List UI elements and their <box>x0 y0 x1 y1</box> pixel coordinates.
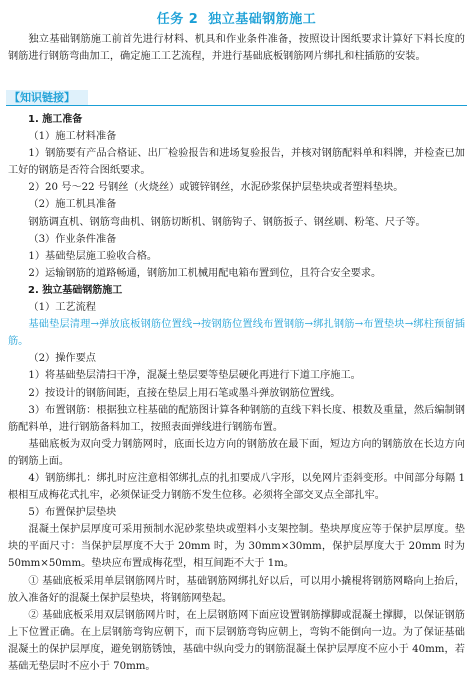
body-line: 1. 施工准备 <box>28 114 83 125</box>
knowledge-link-header <box>6 90 166 106</box>
body-line: （1）工艺流程 <box>28 302 96 314</box>
body-line: 1）钢筋要有产品合格证、出厂检验报告和进场复验报告，并核对钢筋配料单和料牌，并检查已加工好的钢筋是否符合图纸要求。 <box>8 148 465 177</box>
body-line: （2）操作要点 <box>28 353 96 365</box>
body-line: 基础底板为双向受力钢筋网时，底面长边方向的钢筋放在最下面，短边方向的钢筋放在长边方向的钢筋上面。 <box>8 438 465 467</box>
body-line: （2）施工机具准备 <box>28 199 117 211</box>
body-line: 5）布置保护层垫块 <box>28 507 117 519</box>
knowledge-link-label: 【知识链接】 <box>9 91 75 104</box>
section-rule <box>6 105 467 106</box>
intro-paragraph: 独立基础钢筋施工前首先进行材料、机具和作业条件准备，按照设计图纸要求计算好下料长度的钢筋进行钢筋弯曲加工，确定施工工艺流程，并进行基础底板钢筋网片绑扎和柱插筋的安装。 <box>8 34 465 62</box>
body-line: ① 基础底板采用单层钢筋网片时，基础钢筋网绑扎好以后，可以用小撬棍将钢筋网略向上抬后，放入准备好的混凝土保护层垫块，将钢筋网垫起。 <box>8 575 465 604</box>
body-line: （3）作业条件准备 <box>28 233 117 245</box>
task-number: 任务 2 <box>156 12 199 27</box>
body-text <box>8 111 465 675</box>
body-line: 3）布置钢筋：根据独立柱基础的配筋图计算各种钢筋的直线下料长度、根数及重量，然后编制钢筋配料单，进行钢筋备料加工，按照表面弹线进行钢筋布置。 <box>8 404 465 433</box>
body-line: 钢筋调直机、钢筋弯曲机、钢筋切断机、钢筋钩子、钢筋扳子、钢丝刷、粉笔、尺子等。 <box>28 216 426 228</box>
body-line: 2）20 号～22 号钢丝（火烧丝）或镀锌钢丝，水泥砂浆保护层垫块或者塑料垫块。 <box>28 182 404 194</box>
body-line: 2）运输钢筋的道路畅通，钢筋加工机械用配电箱布置到位，且符合安全要求。 <box>28 267 382 279</box>
body-line: （1）施工材料准备 <box>28 131 117 143</box>
body-line: 基础垫层清理→弹放底板钢筋位置线→按钢筋位置线布置钢筋→绑扎钢筋→布置垫块→绑柱预留插筋。 <box>8 319 465 348</box>
task-title <box>0 8 473 27</box>
body-line: ② 基础底板采用双层钢筋网片时，在上层钢筋网下面应设置钢筋撑脚或混凝土撑脚，以保证钢筋上下位置正确。在上层钢筋弯钩应朝下，而下层钢筋弯钩应朝上，弯钩不能倒向一边。为了保证基础混凝土的保护层厚度，避免钢筋锈蚀，基础中纵向受力的钢筋混凝土保护层厚度不应小于 40mm，若基础无垫层时不应小于 70mm。 <box>8 609 465 672</box>
body-line: 2. 独立基础钢筋施工 <box>28 284 123 296</box>
body-line: 2）按设计的钢筋间距，直接在垫层上用石笔或墨斗弹放钢筋位置线。 <box>28 387 341 399</box>
body-line: 1）将基础垫层清扫干净，混凝土垫层要等垫层硬化再进行下道工序施工。 <box>28 370 361 382</box>
body-line: 1）基础垫层施工验收合格。 <box>28 250 158 262</box>
body-line: 4）钢筋绑扎：绑扎时应注意相邻绑扎点的扎扣要成八字形，以免网片歪斜变形。中间部分每隔 1 根相互成梅花式扎牢，必须保证受力钢筋不发生位移。必须将全部交叉点全部扎牢。 <box>8 472 465 502</box>
body-line: 混凝土保护层厚度可采用预制水泥砂浆垫块或塑料小支架控制。垫块厚度应等于保护层厚度。垫块的平面尺寸：当保护层厚度不大于 20mm 时，为 30mm×30mm，保护层厚度大于 20mm 时为 50mm×50mm。垫块应布置成梅花型，相互间距不大于 1m。 <box>8 524 465 570</box>
task-heading: 独立基础钢筋施工 <box>208 12 317 27</box>
